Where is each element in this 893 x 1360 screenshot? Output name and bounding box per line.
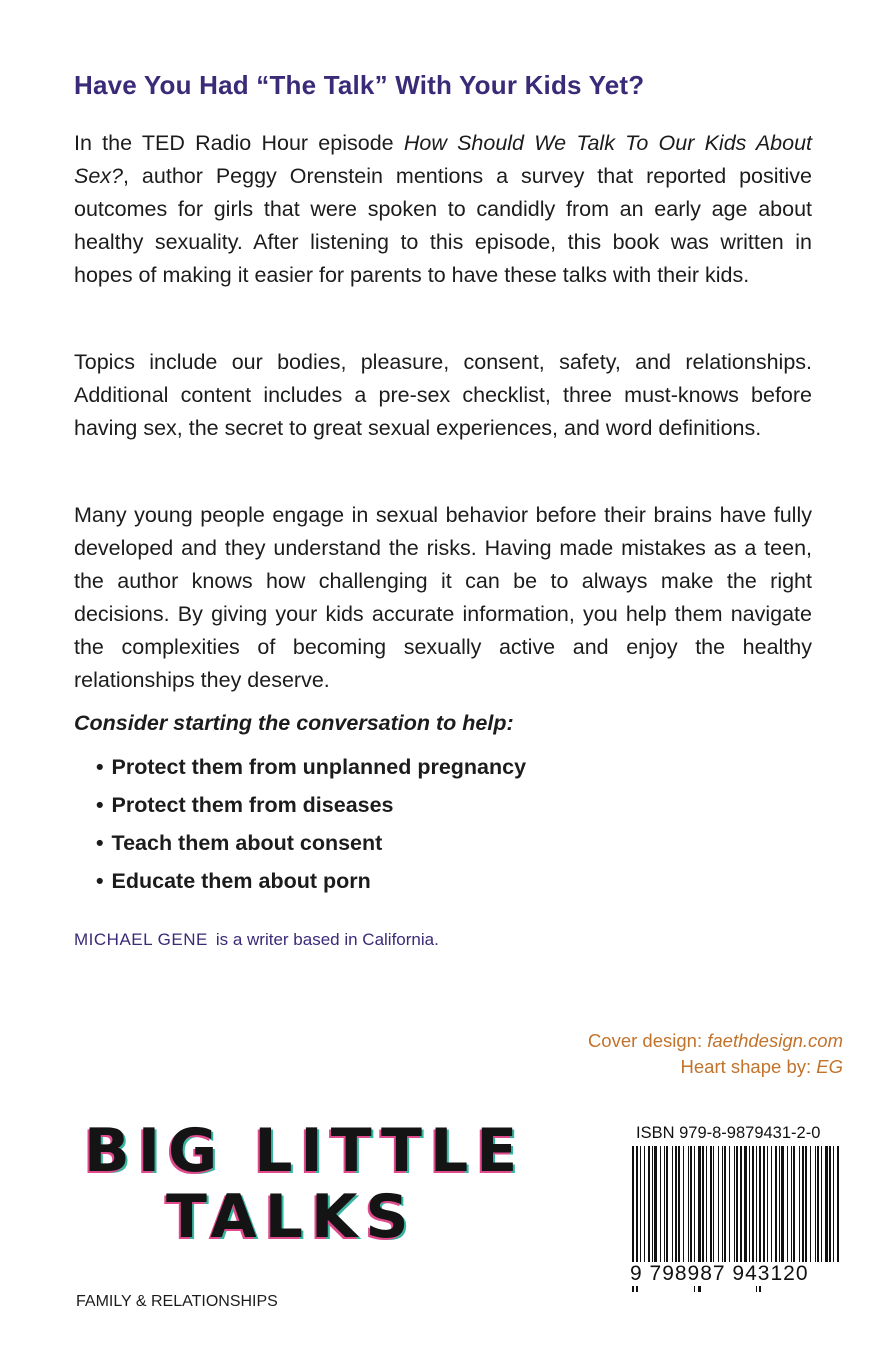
barcode-bar [678, 1146, 680, 1262]
barcode-bar [817, 1146, 819, 1262]
cover-credit-label: Cover design: [587, 1030, 703, 1051]
bullet-icon: • [96, 869, 104, 893]
intro-before: In the TED Radio Hour episode [74, 131, 404, 155]
barcode-bar [837, 1146, 839, 1262]
barcode-bar [702, 1146, 704, 1262]
author-name: MICHAEL GENE [74, 930, 208, 949]
barcode-bar [763, 1146, 765, 1262]
barcode-bar [791, 1146, 792, 1262]
barcode-bar [675, 1146, 677, 1262]
barcode-bar [802, 1146, 804, 1262]
barcode-bar [724, 1146, 726, 1262]
author-bio [74, 930, 439, 950]
isbn-label: ISBN 979-8-9879431-2-0 [636, 1124, 821, 1142]
barcode-bar [654, 1146, 657, 1262]
barcode-bar [833, 1146, 834, 1262]
bullet-icon: • [96, 831, 104, 855]
barcode-bar [722, 1146, 723, 1262]
heart-credit [588, 1054, 843, 1080]
barcode-bar [648, 1146, 650, 1262]
barcode-bar [710, 1146, 712, 1262]
barcode-bar [666, 1146, 668, 1262]
barcode-bar [779, 1146, 780, 1262]
cover-credit [588, 1028, 843, 1054]
list-item-text: Protect them from unplanned pregnancy [111, 755, 527, 779]
barcode-bar [672, 1146, 673, 1262]
list-item [96, 824, 526, 862]
series-logo-line1: BIG LITTLE [84, 1116, 526, 1186]
barcode-bar [815, 1146, 816, 1262]
episode-title: How Should We Talk To Our Kids About Sex? [74, 131, 813, 188]
barcode-bar [640, 1146, 641, 1262]
barcode-bar [829, 1146, 831, 1262]
barcode-bar [825, 1146, 828, 1262]
topics-paragraph: Topics include our bodies, pleasure, consent, safety, and relationships. Additional content includes a pre-sex checklist, three must-knows before having sex, the secret to great sexual experiences, and word definitions. [74, 350, 812, 440]
barcode-bar [644, 1146, 645, 1262]
barcode-bar [660, 1146, 661, 1262]
intro-after: , author Peggy Orenstein mentions a survey that reported positive outcomes for girls that were spoken to candidly from an early age about healthy sexuality. After listening to this episode, this book was written in hopes of making it easier for parents to have these talks with their kids. [74, 164, 812, 287]
barcode-bar [781, 1146, 784, 1262]
barcode-bar [713, 1146, 714, 1262]
cover-credit-value: faethdesign.com [707, 1030, 843, 1051]
back-cover-heading: Have You Had “The Talk” With Your Kids Yet? [74, 70, 645, 100]
barcode-number: 9 798987 943120 [630, 1262, 846, 1286]
benefit-list [96, 748, 526, 900]
barcode-bar [799, 1146, 800, 1262]
list-item-text: Educate them about porn [111, 869, 371, 893]
heart-credit-label: Heart shape by: [680, 1056, 812, 1077]
barcode-bar [734, 1146, 735, 1262]
barcode-bar [688, 1146, 689, 1262]
barcode-bar [718, 1146, 719, 1262]
barcode-bar [810, 1146, 811, 1262]
conversation-lead: Consider starting the conversation to help: [74, 711, 514, 735]
barcode-bar [771, 1146, 772, 1262]
barcode-bar [706, 1146, 707, 1262]
list-item [96, 862, 526, 900]
barcode-bar [749, 1146, 750, 1262]
intro-paragraph [74, 127, 812, 292]
barcode-bar [805, 1146, 807, 1262]
list-item [96, 786, 526, 824]
design-credits [588, 1028, 843, 1080]
bullet-icon: • [96, 793, 104, 817]
list-item-text: Protect them from diseases [111, 793, 394, 817]
series-logo-line2: TALKS [166, 1182, 417, 1252]
barcode-bar [683, 1146, 684, 1262]
bullet-icon: • [96, 755, 104, 779]
barcode-bar [690, 1146, 692, 1262]
barcode-bar [744, 1146, 747, 1262]
barcode-bar [652, 1146, 653, 1262]
barcode-bar [793, 1146, 795, 1262]
list-item [96, 748, 526, 786]
list-item-text: Teach them about consent [111, 831, 383, 855]
barcode-bar [664, 1146, 665, 1262]
barcode-bar [775, 1146, 777, 1262]
author-bio-text: is a writer based in California. [215, 930, 439, 949]
heart-credit-value: EG [816, 1056, 843, 1077]
book-category: FAMILY & RELATIONSHIPS [76, 1293, 278, 1310]
barcode-bar [740, 1146, 742, 1262]
barcode-bar [736, 1146, 738, 1262]
barcode-bar [767, 1146, 768, 1262]
barcode-bar [821, 1146, 822, 1262]
series-logo [84, 1118, 525, 1250]
risks-paragraph: Many young people engage in sexual behavior before their brains have fully developed and they understand the risks. Having made mistakes as a teen, the author knows how challenging it can be to always make the right decisions. By giving your kids accurate information, you help them navigate the complexities of becoming sexually active and enjoy the healthy relationships they deserve. [74, 503, 812, 692]
barcode-bar [729, 1146, 730, 1262]
barcode-bar [787, 1146, 788, 1262]
barcode-bar [752, 1146, 754, 1262]
